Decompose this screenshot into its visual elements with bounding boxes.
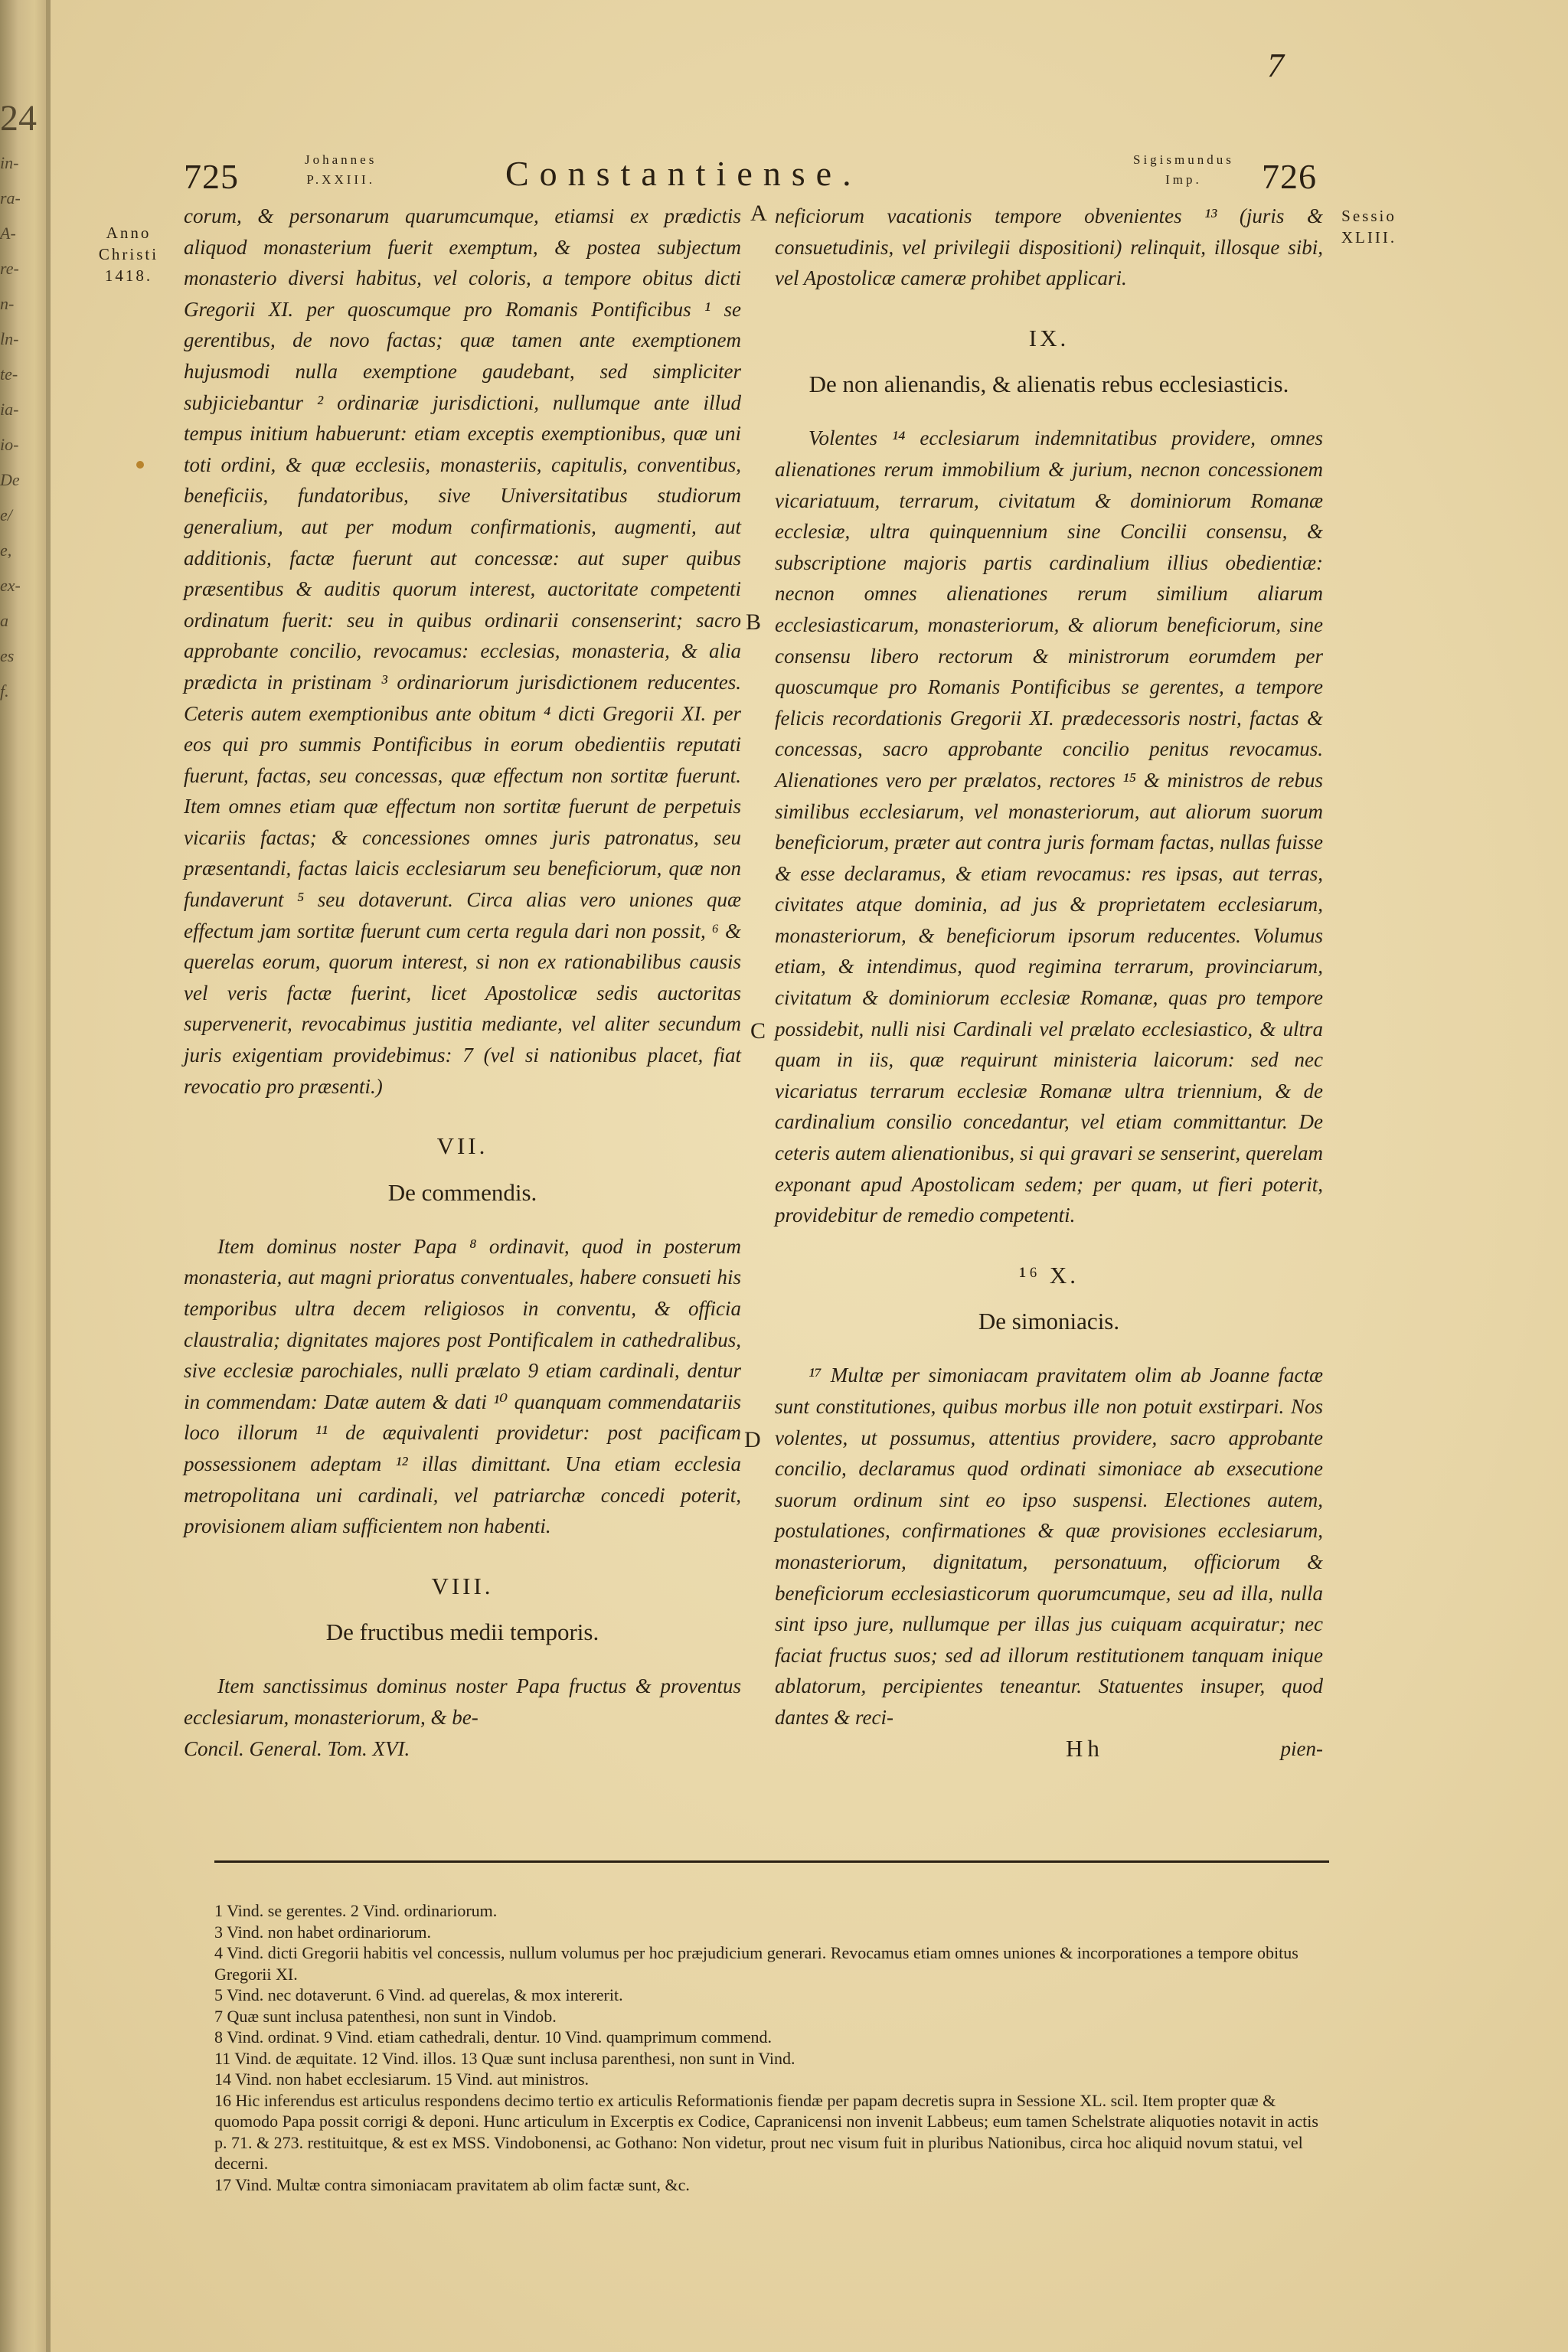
running-head-right-line2: Imp.: [1165, 172, 1202, 187]
margin-note-line: 1418.: [104, 266, 153, 285]
signature-mark: Hh: [1066, 1734, 1104, 1762]
running-head-right-line1: Sigismundus: [1133, 152, 1234, 167]
edge-fragment: f.: [0, 681, 9, 701]
footnote: 8 Vind. ordinat. 9 Vind. etiam cathedrali, dentur. 10 Vind. quamprimum commend.: [214, 2027, 773, 2047]
section-heading: De fructibus medii temporis.: [325, 1619, 599, 1646]
running-head-right: [1133, 150, 1234, 190]
edge-fragment: 24: [0, 98, 37, 139]
footnote: 16 Hic inferendus est articulus respondens decimo tertio ex articulis Reformationis fiendæ per papam decretis supra in Sessione XL. scil. Item propter quæ & quomodo Papa possit corrigi & deponi. Hunc articulum in Excerptis ex Codice, Capranicensi non invenit Labbeus; eum tamen Schelstrate aliquoties notavit in actis p. 71. & 273. restituitque, & est ex MSS. Vindobonensi, ac Gothano: Non videtur, prout nec visum fuit in pluribus Nationibus, circa hoc aliquid novum statui, vel decerni.: [214, 2090, 1318, 2173]
edge-fragment: ex-: [0, 576, 21, 595]
section-marker-b: B: [746, 609, 762, 635]
right-column: [775, 201, 1323, 1764]
section-number: IX.: [1028, 324, 1070, 351]
edge-fragment: e/: [0, 505, 12, 524]
edge-fragment: re-: [0, 259, 19, 278]
edge-fragment: ia-: [0, 400, 19, 419]
section-marker-d: D: [744, 1427, 761, 1452]
edge-fragment: a: [0, 611, 8, 630]
section-marker-a: A: [750, 201, 767, 226]
section-number: ¹⁶ X.: [1019, 1261, 1079, 1289]
section-heading: De commendis.: [387, 1178, 537, 1206]
page-number-right: 726: [1262, 157, 1317, 196]
running-head-left: [305, 150, 377, 190]
footnote: 14 Vind. non habet ecclesiarum. 15 Vind. aut ministros.: [214, 2069, 590, 2089]
footnote: 7 Quæ sunt inclusa patenthesi, non sunt in Vindob.: [214, 2006, 557, 2026]
edge-fragment: te-: [0, 364, 18, 384]
page-number-left: 725: [184, 157, 239, 196]
section-heading: De non alienandis, & alienatis rebus ecclesiasticis.: [808, 371, 1289, 398]
margin-note-line: Anno: [106, 224, 152, 242]
section-body: Item sanctissimus dominus noster Papa fructus & proventus ecclesiarum, monasteriorum, & be-: [184, 1674, 741, 1729]
footnote: 17 Vind. Multæ contra simoniacam pravitatem ab olim factæ sunt, &c.: [214, 2174, 690, 2194]
margin-note-line: XLIII.: [1341, 228, 1397, 247]
page-title: Constantiense.: [505, 154, 862, 193]
previous-page-edge: [0, 92, 44, 709]
signature-row: [775, 1733, 1323, 1765]
running-head-left-line2: P.XXIII.: [306, 172, 375, 187]
paragraph-continuation: corum, & personarum quarumcumque, etiamsi ex prædictis aliquod monasterium fuerit exemptum, & postea subjectum monasterio diversi habitus, vel coloris, a tempore obitus dicti Gregorii XI. per quoscumque pro Romanis Pontificibus ¹ se gerentibus, de novo factas; quæ tamen ante exemptionem hujusmodi nulla exemptione gaudebant, sed simpliciter subjiciebantur ² ordinariæ jurisdictioni, nullumque ante illud tempus initium habuerunt: etiam exceptis exemptionibus, quæ uni toti ordini, & quæ ecclesiis, monasteriis, capitulis, conventibus, beneficiis, fundatoribus, sive Universitatibus studiorum generalium, aut per modum confirmationis, augmenti, aut additionis, factæ fuerunt aut concessæ: aut super quibus præsentibus & auditis quorum interest, auctoritate competenti ordinatum fuerit: seu in quibus ordinarii consenserint; sacro approbante concilio, revocamus: ecclesias, monasteria, & alia prædicta in pristinam ³ ordinariorum jurisdictionem reducentes. Ceteris autem exemptionibus ante obitum ⁴ dicti Gregorii XI. per eos qui pro summis Pontificibus in eorum obedientiis reputati fuerunt, factas, seu concessas, quæ effectum non sortitæ fuerunt. Item omnes etiam quæ effectum non sortitæ fuerunt de perpetuis vicariis factas; & concessiones omnes juris patronatus, seu præsentandi, factas laicis ecclesiarum seu beneficiorum, quæ non fundaverunt ⁵ seu dotaverunt. Circa alias vero uniones quæ effectum jam sortitæ fuerunt cum certa regula dari non possit, ⁶ & querelas eorum, quorum interest, si non ex rationabilibus causis vel veris factæ fuerint, licet Apostolicæ sedis auctoritas supervenerit, revocabimus justitia mediante, vel aliter secundum juris exigentiam providebimus: 7 (vel si nationibus placet, fiat revocatio pro præsenti.): [184, 204, 741, 1098]
edge-fragment: in-: [0, 153, 19, 172]
margin-note-line: Sessio: [1341, 207, 1396, 225]
section-body: ¹⁷ Multæ per simoniacam pravitatem olim ab Joanne factæ sunt constitutiones, quibus morbus ille non potuit exstirpari. Nos volentes, ut possumus, attentius providere, sacro approbante concilio, declaramus quod ordinati simoniace ab exsecutione suorum ordinum sint eo ipso suspensi. Electiones autem, postulationes, confirmationes & quæ provisiones ecclesiarum, monasteriorum, dignitatum, personatuum, officiorum & beneficiorum ecclesiasticorum quorumcumque, seu ad illa, nulla sint ipso jure, nullumque per illas jus cuiquam acquiratur; nec faciat fructus suos; sed ad illorum restitutionem tanquam inique ablatorum, percipientes teneantur. Statuentes insuper, quod dantes & reci-: [775, 1364, 1323, 1729]
gutter-shadow: [46, 0, 51, 2352]
edge-fragment: De: [0, 470, 20, 489]
section-number: VIII.: [431, 1572, 494, 1599]
section-number: VII.: [436, 1132, 488, 1160]
edge-fragment: e,: [0, 541, 12, 560]
handwritten-corner-mark: 7: [1267, 47, 1284, 84]
footnote: 5 Vind. nec dotaverunt. 6 Vind. ad querelas, & mox intererit.: [214, 1985, 623, 2004]
section-body: Item dominus noster Papa ⁸ ordinavit, quod in posterum monasteria, aut magni prioratus conventuales, habere consueti his temporibus ultra decem religiosos in conventu, & officia claustralia; dignitates majores post Pontificalem in cathedralibus, sive ecclesiæ parochiales, nulli prælato 9 etiam cardinali, dentur in commendam: Datæ autem & dati ¹⁰ quanquam commendatariis loco illorum ¹¹ de æquivalenti providetur: post pacificam possessionem adeptam ¹² illas dimittant. Una etiam ecclesia metropolitana uni cardinali, vel patriarchæ concedi poterit, provisionem aliam sufficientem non habenti.: [184, 1234, 741, 1538]
footnote: 1 Vind. se gerentes. 2 Vind. ordinariorum.: [214, 1901, 498, 1920]
footnote-rule: [214, 1860, 1329, 1863]
edge-fragment: ln-: [0, 329, 19, 348]
edge-fragment: es: [0, 646, 15, 665]
edge-fragment: A-: [0, 224, 16, 243]
edge-fragment: ra-: [0, 188, 21, 207]
margin-note-session: [1323, 205, 1415, 248]
footnote: 3 Vind. non habet ordinariorum.: [214, 1922, 432, 1942]
section-body: Volentes ¹⁴ ecclesiarum indemnitatibus providere, omnes alienationes rerum immobilium & jurium, necnon concessionem vicariatuum, terrarum, civitatum & dominiorum Romanæ ecclesiæ, ultra quinquennium sine Concilii consensu, & subscriptione majoris partis cardinalium illius obedientiæ: necnon omnes alienationes rerum similium aliarum ecclesiasticarum, monasteriorum, & aliorum beneficiorum, sine consensu libero rectorum & ministrorum eorumdem per quoscumque pro Romanis Pontificibus se gerentes, a tempore felicis recordationis Gregorii XI. prædecessoris nostri, factas & concessas, sacro approbante concilio penitus revocamus. Alienationes vero per prælatos, rectores ¹⁵ & ministros de rebus similibus ecclesiarum, vel monasteriorum, aut aliorum suorum beneficiorum, præter aut contra juris formam factas, nullas fuisse & esse declaramus, & etiam revocamus: res ipsas, aut terras, civitates atque dominia, ad jus & proprietatem ecclesiarum, monasteriorum, & beneficiorum ipsorum reducentes. Volumus etiam, & intendimus, quod regimina terrarum, provinciarum, civitatum & dominiorum ecclesiæ Romanæ, quas pro tempore possidebit, nulli nisi Cardinali vel prælato ecclesiastico, & ultra quam in iis, quæ requirunt ministeria laicorum: sed nec vicariatus terrarum ecclesiæ Romanæ ultra triennium, & de cardinalium consilio concedantur, vel etiam committantur. De ceteris autem alienationibus, si qui gravari se senserint, querelam exponant apud Apostolicam sedem; per quam, ut fieri poterit, providebitur de remedio competenti.: [775, 426, 1323, 1227]
ink-spot: [136, 461, 144, 469]
edge-fragment: io-: [0, 435, 19, 454]
signature-line: Concil. General. Tom. XVI.: [184, 1736, 410, 1760]
footnotes: [214, 1900, 1329, 2195]
footnote: 4 Vind. dicti Gregorii habitis vel concessis, nullum volumus per hoc præjudicium generari. Revocamus etiam omnes uniones & incorporationes a tempore obitus Gregorii XI.: [214, 1943, 1298, 1984]
section-marker-c: C: [750, 1018, 766, 1044]
paragraph-continuation: neficiorum vacationis tempore obvenientes ¹³ (juris & consuetudinis, vel privilegii dispositioni) relinquit, illosque sibi, vel Apostolicæ cameræ prohibet applicari.: [775, 204, 1323, 290]
margin-note-line: Christi: [98, 245, 159, 263]
edge-fragment: n-: [0, 294, 15, 313]
left-column: [184, 201, 741, 1764]
footnote: 11 Vind. de æquitate. 12 Vind. illos. 13 Quæ sunt inclusa parenthesi, non sunt in Vind.: [214, 2048, 795, 2068]
margin-note-year: [83, 222, 175, 286]
section-heading: De simoniacis.: [978, 1308, 1120, 1335]
catchword: pien-: [1280, 1736, 1323, 1760]
running-head-left-line1: Johannes: [305, 152, 377, 167]
